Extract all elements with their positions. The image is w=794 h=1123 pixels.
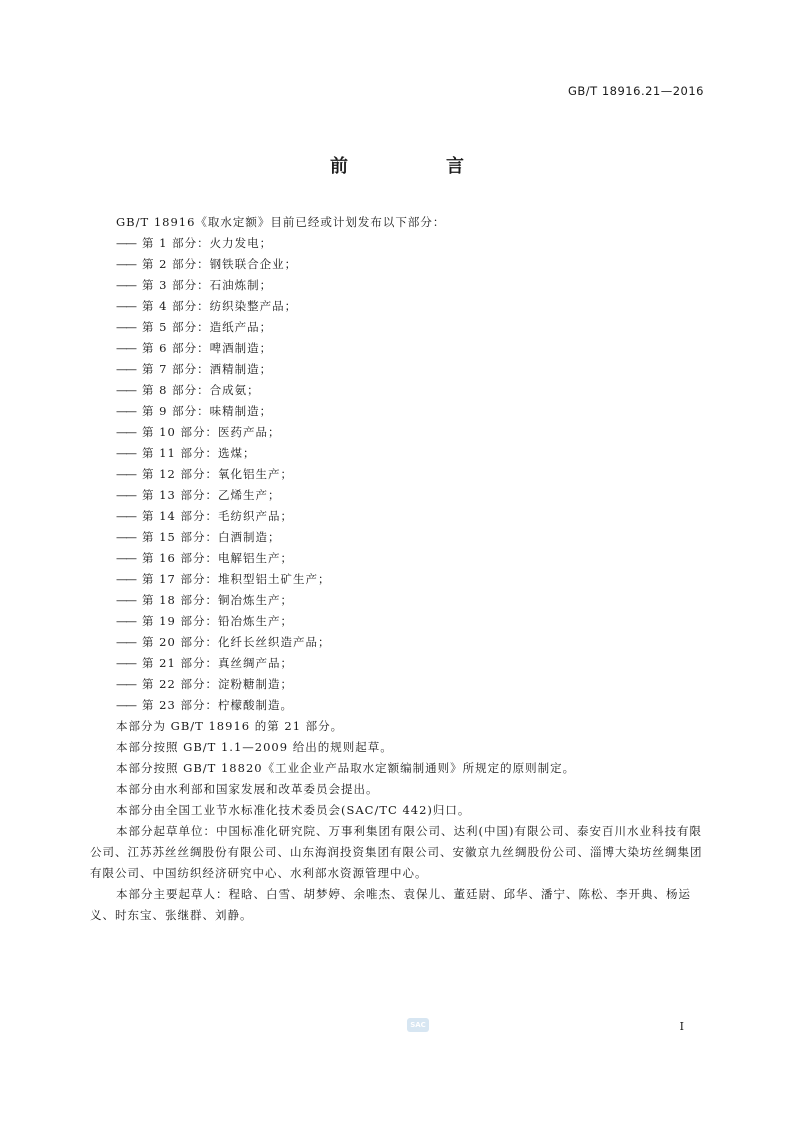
list-dash: —— [116, 551, 135, 565]
list-item-text: 第 20 部分：化纤长丝织造产品； [142, 635, 331, 649]
list-item [90, 674, 708, 695]
list-dash: —— [116, 614, 135, 628]
list-item-text: 第 3 部分：石油炼制； [142, 278, 273, 292]
list-dash: —— [116, 236, 135, 250]
list-dash: —— [116, 635, 135, 649]
list-item-text: 第 14 部分：毛纺织产品； [142, 509, 293, 523]
list-item [90, 275, 708, 296]
body-paragraph: 本部分由全国工业节水标准化技术委员会(SAC/TC 442)归口。 [116, 803, 471, 817]
list-item [90, 611, 708, 632]
list-item [90, 401, 708, 422]
list-item-text: 第 16 部分：电解铝生产； [142, 551, 293, 565]
list-item-text: 第 19 部分：铅冶炼生产； [142, 614, 293, 628]
list-dash: —— [116, 257, 135, 271]
list-dash: —— [116, 404, 135, 418]
list-dash: —— [116, 698, 135, 712]
body-paragraph: 本部分按照 GB/T 18820《工业企业产品取水定额编制通则》所规定的原则制定。 [116, 761, 576, 775]
list-item-text: 第 12 部分：氧化铝生产； [142, 467, 293, 481]
body-paragraph: 本部分由水利部和国家发展和改革委员会提出。 [116, 782, 379, 796]
list-item [90, 485, 708, 506]
list-dash: —— [116, 362, 135, 376]
list-item [90, 695, 708, 716]
list-item [90, 569, 708, 590]
list-item [90, 590, 708, 611]
list-dash: —— [116, 341, 135, 355]
list-item-text: 第 8 部分：合成氨； [142, 383, 260, 397]
body-paragraphs [90, 716, 708, 926]
sac-logo: SAC [407, 1018, 429, 1032]
list-dash: —— [116, 656, 135, 670]
list-item-text: 第 10 部分：医药产品； [142, 425, 281, 439]
list-dash: —— [116, 299, 135, 313]
list-item [90, 317, 708, 338]
list-dash: —— [116, 467, 135, 481]
list-item [90, 548, 708, 569]
parts-list [90, 233, 708, 716]
list-item-text: 第 11 部分：选煤； [142, 446, 256, 460]
intro-paragraph: GB/T 18916《取水定额》目前已经或计划发布以下部分： [116, 215, 446, 229]
page-title: 前 言 [330, 156, 504, 177]
list-item [90, 422, 708, 443]
list-dash: —— [116, 278, 135, 292]
list-item [90, 254, 708, 275]
list-dash: —— [116, 677, 135, 691]
list-item-text: 第 13 部分：乙烯生产； [142, 488, 281, 502]
list-dash: —— [116, 509, 135, 523]
body-paragraph: 本部分为 GB/T 18916 的第 21 部分。 [116, 719, 344, 733]
list-item [90, 380, 708, 401]
body-paragraph: 本部分按照 GB/T 1.1—2009 给出的规则起草。 [116, 740, 393, 754]
list-item-text: 第 22 部分：淀粉糖制造； [142, 677, 293, 691]
list-item-text: 第 23 部分：柠檬酸制造。 [142, 698, 293, 712]
list-item-text: 第 15 部分：白酒制造； [142, 530, 281, 544]
list-item-text: 第 9 部分：味精制造； [142, 404, 273, 418]
list-item [90, 443, 708, 464]
list-item-text: 第 7 部分：酒精制造； [142, 362, 273, 376]
list-item-text: 第 2 部分：钢铁联合企业； [142, 257, 298, 271]
list-item [90, 506, 708, 527]
list-item [90, 359, 708, 380]
list-dash: —— [116, 488, 135, 502]
list-item [90, 338, 708, 359]
list-item-text: 第 17 部分：堆积型铝土矿生产； [142, 572, 331, 586]
list-dash: —— [116, 446, 135, 460]
list-item-text: 第 6 部分：啤酒制造； [142, 341, 273, 355]
list-dash: —— [116, 572, 135, 586]
list-dash: —— [116, 593, 135, 607]
list-item [90, 653, 708, 674]
list-item-text: 第 5 部分：造纸产品； [142, 320, 273, 334]
list-dash: —— [116, 383, 135, 397]
body-paragraph: 本部分起草单位：中国标准化研究院、万事利集团有限公司、达利(中国)有限公司、泰安百川水业科技有限公司、江苏苏丝丝绸股份有限公司、山东海润投资集团有限公司、安徽京九丝绸股份公司、淄博大染坊丝绸集团有限公司、中国纺织经济研究中心、水利部水资源管理中心。 [90, 824, 703, 880]
document-body [90, 212, 708, 926]
body-paragraph: 本部分主要起草人：程晗、白雪、胡梦婷、余唯杰、袁保儿、董廷尉、邱华、潘宁、陈松、李开典、杨运义、时东宝、张继群、刘静。 [90, 887, 691, 922]
list-dash: —— [116, 425, 135, 439]
list-item [90, 233, 708, 254]
page-number: I [679, 1020, 684, 1033]
list-item-text: 第 18 部分：铜冶炼生产； [142, 593, 293, 607]
list-dash: —— [116, 320, 135, 334]
list-item [90, 632, 708, 653]
list-item [90, 464, 708, 485]
list-item-text: 第 4 部分：纺织染整产品； [142, 299, 298, 313]
list-item-text: 第 1 部分：火力发电； [142, 236, 273, 250]
list-item [90, 527, 708, 548]
list-item-text: 第 21 部分：真丝绸产品； [142, 656, 293, 670]
list-item [90, 296, 708, 317]
list-dash: —— [116, 530, 135, 544]
standard-code: GB/T 18916.21—2016 [568, 84, 704, 98]
